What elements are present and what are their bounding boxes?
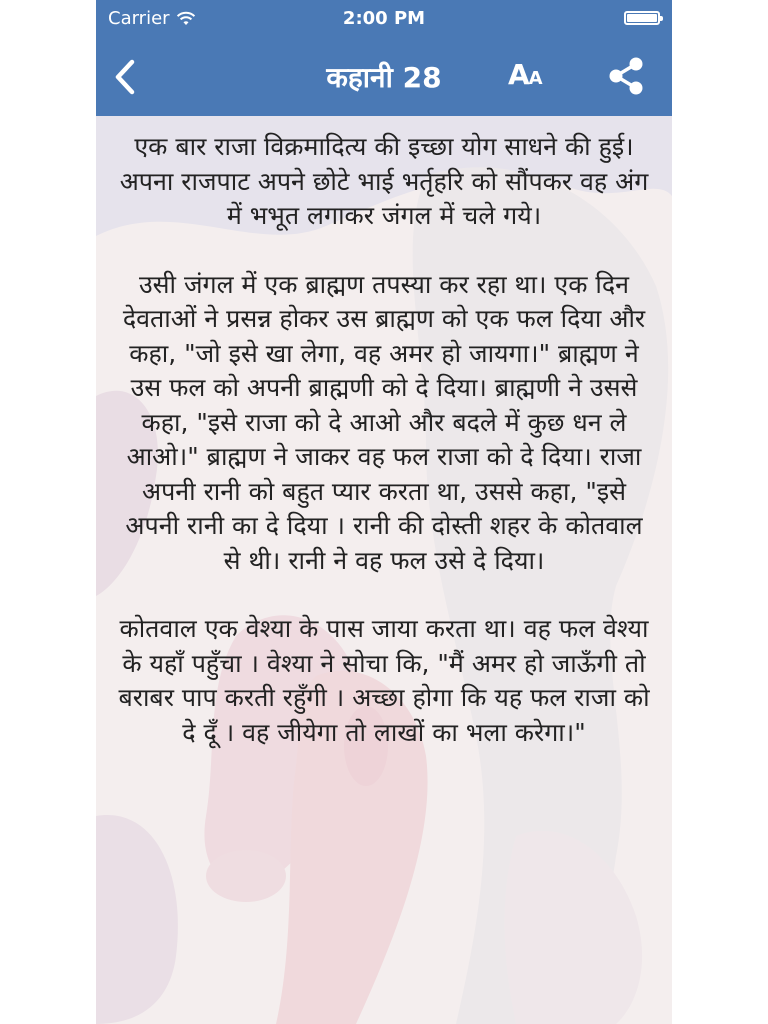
font-size-button[interactable] [508, 58, 542, 91]
carrier-label: Carrier [108, 8, 170, 29]
story-content[interactable] [96, 116, 672, 1024]
navigation-bar [96, 38, 672, 116]
story-text [116, 130, 652, 784]
phone-screen [96, 0, 672, 1024]
share-icon [604, 54, 648, 98]
share-button[interactable] [604, 54, 648, 98]
status-bar [96, 0, 672, 38]
battery-icon [624, 11, 660, 25]
page-title: कहानी 28 [326, 61, 442, 94]
story-paragraph-3: कोतवाल एक वेश्या के पास जाया करता था। वह फल वेश्या के यहाँ पहुँचा । वेश्या ने सोचा कि, "मैं अमर हो जाऊँगी तो बराबर पाप करती रहुँगी । अच्छा होगा कि यह फल राजा को दे दूँ । वह जीयेगा तो लाखों का भला करेगा।" [118, 614, 650, 747]
font-size-big-label: A [508, 58, 529, 91]
clock: 2:00 PM [342, 8, 426, 29]
font-size-small-label: A [528, 68, 542, 89]
story-paragraph-1: एक बार राजा विक्रमादित्य की इच्छा योग साधने की हुई। अपना राजपाट अपने छोटे भाई भर्तृहरि को सौंपकर वह अंग में भभूत लगाकर जंगल में चले गये। [119, 132, 649, 230]
story-paragraph-2: उसी जंगल में एक ब्राह्मण तपस्या कर रहा था। एक दिन देवताओं ने प्रसन्न होकर उस ब्राह्मण को एक फल दिया और कहा, "जो इसे खा लेगा, वह अमर हो जायगा।" ब्राह्मण ने उस फल को अपनी ब्राह्मणी को दे दिया। ब्राह्मणी ने उससे कहा, "इसे राजा को दे आओ और बदले में कुछ धन ले आओ।" ब्राह्मण ने जाकर वह फल राजा को दे दिया। राजा अपनी रानी को बहुत प्यार करता था, उससे कहा, "इसे अपनी रानी का दे दिया । रानी की दोस्ती शहर के कोतवाल से थी। रानी ने वह फल उसे दे दिया। [122, 269, 646, 575]
